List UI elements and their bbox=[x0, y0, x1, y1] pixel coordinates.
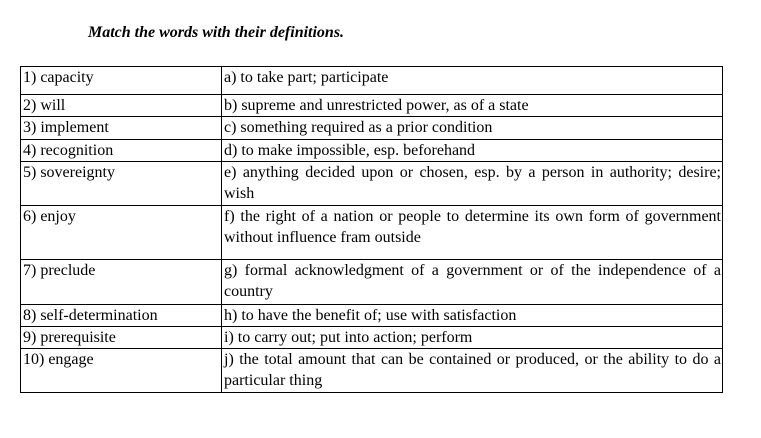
table-row bbox=[21, 140, 723, 162]
word-cell: 1) capacity bbox=[21, 67, 222, 95]
word-cell: 6) enjoy bbox=[21, 206, 222, 260]
definition-cell: e) anything decided upon or chosen, esp. by a person in authority; desire; wish bbox=[222, 162, 723, 206]
word-cell: 9) prerequisite bbox=[21, 327, 222, 349]
table-row bbox=[21, 349, 723, 393]
word-cell: 3) implement bbox=[21, 117, 222, 140]
table-row bbox=[21, 67, 723, 95]
definition-cell: i) to carry out; put into action; perform bbox=[222, 327, 723, 349]
definition-cell: j) the total amount that can be contained or produced, or the ability to do a particular thing bbox=[222, 349, 723, 393]
definition-cell: g) formal acknowledgment of a government or of the independence of a country bbox=[222, 260, 723, 305]
table-row bbox=[21, 206, 723, 260]
table-row bbox=[21, 162, 723, 206]
exercise-title: Match the words with their definitions. bbox=[88, 24, 345, 41]
word-cell: 5) sovereignty bbox=[21, 162, 222, 206]
definition-cell: f) the right of a nation or people to determine its own form of government without influence fram outside bbox=[222, 206, 723, 260]
definition-cell: d) to make impossible, esp. beforehand bbox=[222, 140, 723, 162]
definition-cell: c) something required as a prior condition bbox=[222, 117, 723, 140]
word-cell: 2) will bbox=[21, 95, 222, 117]
word-cell: 7) preclude bbox=[21, 260, 222, 305]
definition-cell: a) to take part; participate bbox=[222, 67, 723, 95]
word-cell: 10) engage bbox=[21, 349, 222, 393]
word-cell: 4) recognition bbox=[21, 140, 222, 162]
table-row bbox=[21, 327, 723, 349]
word-cell: 8) self-determination bbox=[21, 305, 222, 327]
definition-cell: h) to have the benefit of; use with satisfaction bbox=[222, 305, 723, 327]
table-row bbox=[21, 260, 723, 305]
table-row bbox=[21, 95, 723, 117]
definition-cell: b) supreme and unrestricted power, as of a state bbox=[222, 95, 723, 117]
table-row bbox=[21, 305, 723, 327]
matching-table bbox=[20, 66, 723, 393]
table-row bbox=[21, 117, 723, 140]
